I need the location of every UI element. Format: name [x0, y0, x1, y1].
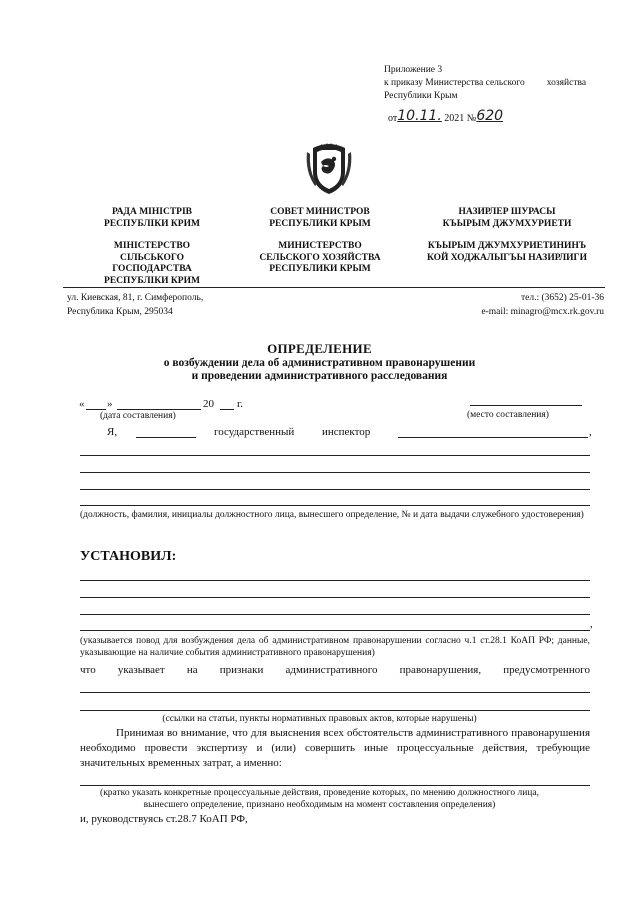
header-divider	[63, 287, 605, 288]
header-col3-b: КЪЫРЫМ ДЖУМХУРИЕТИ	[442, 218, 572, 229]
date-year-suffix: г.	[237, 398, 244, 410]
established-line-3[interactable]	[80, 614, 590, 615]
actions-line[interactable]	[80, 785, 590, 786]
considering-text: Принимая во внимание, что для выяснения всех обстоятельств административного правонарушения необходимо провести экспертизу и (или) совершить иные процессуальные действия, требующие значительных временных затрат, а именно:	[80, 727, 590, 769]
address-line2: Республика Крым, 295034	[67, 307, 173, 317]
established-heading: УСТАНОВИЛ:	[80, 549, 177, 564]
inspector-name-blank[interactable]	[398, 437, 588, 438]
label-inspector: инспектор	[322, 426, 371, 438]
header-col2-a: СОВЕТ МИНИСТРОВ	[270, 207, 370, 217]
established-line-2[interactable]	[80, 597, 590, 598]
position-line-3[interactable]	[80, 489, 590, 490]
header-col1-e: ГОСПОДАРСТВА	[112, 264, 192, 274]
title-sub1: о возбуждении дела об административном правонарушении	[163, 357, 476, 369]
date-day-blank[interactable]	[86, 409, 106, 410]
article-line-2[interactable]	[80, 710, 590, 711]
place-caption: (место составления)	[467, 410, 549, 420]
address-block	[67, 291, 203, 319]
date-open-quote: «	[79, 398, 85, 410]
appendix-line2b: хозяйства	[546, 78, 587, 88]
position-line-2[interactable]	[80, 472, 590, 473]
refs-caption: (ссылки на статьи, пункты нормативных правовых актов, которые нарушены)	[162, 714, 477, 724]
appendix-line1: Приложение 3	[384, 65, 443, 75]
position-line-4[interactable]	[80, 505, 590, 506]
established-comma: ,	[590, 618, 593, 630]
header-col2-e: РЕСПУБЛИКИ КРЫМ	[269, 264, 371, 274]
date-close-quote: »	[107, 398, 113, 410]
header-col2-d: СЕЛЬСКОГО ХОЗЯЙСТВА	[259, 252, 381, 263]
appendix-line3: Республики Крым	[384, 91, 458, 101]
reason-caption: (указывается повод для возбуждения дела об административном правонарушении согласно ч.1 ст.28.1 КоАП РФ; данные, указывающие на наличие события административного правонарушения)	[80, 636, 590, 658]
header-col3-d: КОЙ ХОДЖАЛЫГЪЫ НАЗИРЛИГИ	[426, 252, 587, 263]
address-line1: ул. Киевская, 81, г. Симферополь,	[67, 293, 204, 303]
date-caption: (дата составления)	[100, 411, 176, 421]
header-col1-a: РАДА МІНІСТРІВ	[111, 207, 192, 217]
date-month-blank[interactable]	[117, 409, 201, 410]
label-state: государственный	[214, 426, 295, 438]
date-year-blank[interactable]	[220, 409, 234, 410]
appendix-note	[384, 64, 586, 103]
order-number-line	[388, 109, 503, 125]
article-line-1[interactable]	[80, 692, 590, 693]
title-main: ОПРЕДЕЛЕНИЕ	[267, 341, 372, 356]
appendix-line2	[384, 77, 586, 90]
order-number-handwritten: 620	[476, 108, 504, 124]
actions-caption-2: вынесшего определение, признано необходимым на момент составления определения)	[143, 800, 496, 810]
header-ukrainian	[96, 207, 208, 287]
appendix-line2a: к приказу Министерства сельского	[384, 78, 525, 88]
header-col3-c: КЪЫРЫМ ДЖУМХУРИЕТИНИНЪ	[427, 241, 587, 251]
established-line-4[interactable]	[80, 630, 590, 631]
contact-email: e-mail: minagro@mcx.rk.gov.ru	[481, 307, 604, 317]
header-col1-f: РЕСПУБЛІКИ КРИМ	[104, 275, 200, 286]
inspector-comma: ,	[589, 426, 592, 438]
header-col1-b: РЕСПУБЛІКИ КРИМ	[104, 218, 200, 229]
contact-block	[481, 291, 604, 319]
order-from-label: от	[388, 113, 398, 124]
established-line-1[interactable]	[80, 580, 590, 581]
position-caption: (должность, фамилия, инициалы должностного лица, вынесшего определение, № и дата выдачи служебного удостоверения)	[80, 510, 584, 520]
header-col3-a: НАЗИРЛЕР ШУРАСЫ	[458, 207, 556, 217]
order-year-label: 2021 №	[444, 113, 477, 124]
header-crimean-tatar	[420, 207, 594, 264]
title-sub2: и проведении административного расследования	[191, 370, 448, 382]
place-blank[interactable]	[470, 405, 582, 406]
guided-text: и, руководствуясь ст.28.7 КоАП РФ,	[80, 813, 248, 825]
contact-phone: тел.: (3652) 25-01-36	[520, 293, 604, 303]
order-date-handwritten: 10.11.	[397, 108, 442, 124]
inspector-prefix-blank[interactable]	[136, 437, 196, 438]
document-title	[0, 341, 639, 383]
header-col1-d: СІЛЬСЬКОГО	[119, 252, 185, 263]
header-col2-c: МИНИСТЕРСТВО	[278, 241, 362, 251]
header-col1-c: МІНІСТЕРСТВО	[113, 241, 191, 251]
actions-caption-1: (кратко указать конкретные процессуальные действия, проведение которых, по мнению должностного лица,	[100, 788, 539, 798]
actions-caption	[0, 787, 639, 811]
header-russian	[246, 207, 394, 276]
date-year-prefix: 20	[203, 398, 214, 410]
header-col2-b: РЕСПУБЛИКИ КРЫМ	[269, 218, 371, 229]
position-line-1[interactable]	[80, 455, 590, 456]
indicates-text: что указывает на признаки административного правонарушения, предусмотренного	[80, 664, 590, 676]
crimea-emblem	[303, 142, 355, 196]
label-i: Я,	[107, 426, 118, 438]
